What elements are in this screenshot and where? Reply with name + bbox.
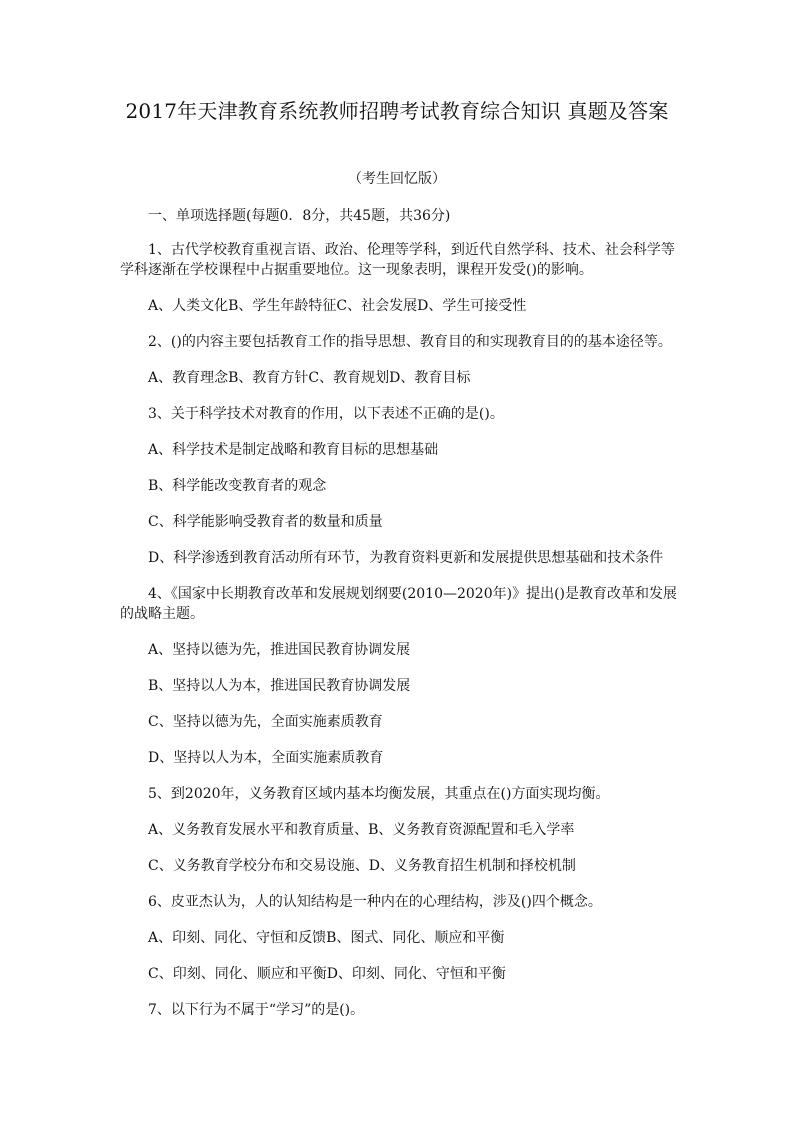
question-1: 1、古代学校教育重视言语、政治、伦理等学科，到近代自然学科、技术、社会科学等学科逐渐在学校课程中占据重要地位。这一现象表明，课程开发受()的影响。 <box>120 242 675 278</box>
question-4-option-b: B、坚持以人为本，推进国民教育协调发展 <box>148 678 411 694</box>
section-heading: 一、单项选择题(每题0．8分，共45题，共36分) <box>148 208 451 224</box>
question-6: 6、皮亚杰认为，人的认知结构是一种内在的心理结构，涉及()四个概念。 <box>148 894 602 910</box>
question-6-options-cd: C、印刻、同化、顺应和平衡D、印刻、同化、守恒和平衡 <box>148 966 506 982</box>
document-title: 2017年天津教育系统教师招聘考试教育综合知识 真题及答案 <box>125 99 669 123</box>
question-5: 5、到2020年，义务教育区域内基本均衡发展，其重点在()方面实现均衡。 <box>148 786 610 802</box>
question-1-options: A、人类文化B、学生年龄特征C、社会发展D、学生可接受性 <box>148 298 527 314</box>
question-6-options-ab: A、印刻、同化、守恒和反馈B、图式、同化、顺应和平衡 <box>148 930 505 946</box>
question-2-options: A、教育理念B、教育方针C、教育规划D、教育目标 <box>148 370 471 386</box>
document-subtitle: （考生回忆版） <box>348 171 446 187</box>
question-4-option-c: C、坚持以德为先，全面实施素质教育 <box>148 714 383 730</box>
question-7: 7、以下行为不属于“学习”的是()。 <box>148 1002 365 1018</box>
question-3-option-b: B、科学能改变教育者的观念 <box>148 478 327 494</box>
question-5-options-cd: C、义务教育学校分布和交易设施、D、义务教育招生机制和择校机制 <box>148 858 576 874</box>
question-3-option-d: D、科学渗透到教育活动所有环节，为教育资料更新和发展提供思想基础和技术条件 <box>148 550 664 566</box>
question-4-option-d: D、坚持以人为本，全面实施素质教育 <box>148 750 384 766</box>
question-2: 2、()的内容主要包括教育工作的指导思想、教育目的和实现教育目的的基本途径等。 <box>148 334 672 350</box>
question-4-option-a: A、坚持以德为先，推进国民教育协调发展 <box>148 642 411 658</box>
question-3-option-c: C、科学能影响受教育者的数量和质量 <box>148 514 383 530</box>
question-5-options-ab: A、义务教育发展水平和教育质量、B、义务教育资源配置和毛入学率 <box>148 822 575 838</box>
question-4: 4、《国家中长期教育改革和发展规划纲要(2010—2020年)》提出()是教育改革和发展的战略主题。 <box>120 586 678 622</box>
question-3: 3、关于科学技术对教育的作用，以下表述不正确的是()。 <box>148 406 504 422</box>
question-3-option-a: A、科学技术是制定战略和教育目标的思想基础 <box>148 442 439 458</box>
